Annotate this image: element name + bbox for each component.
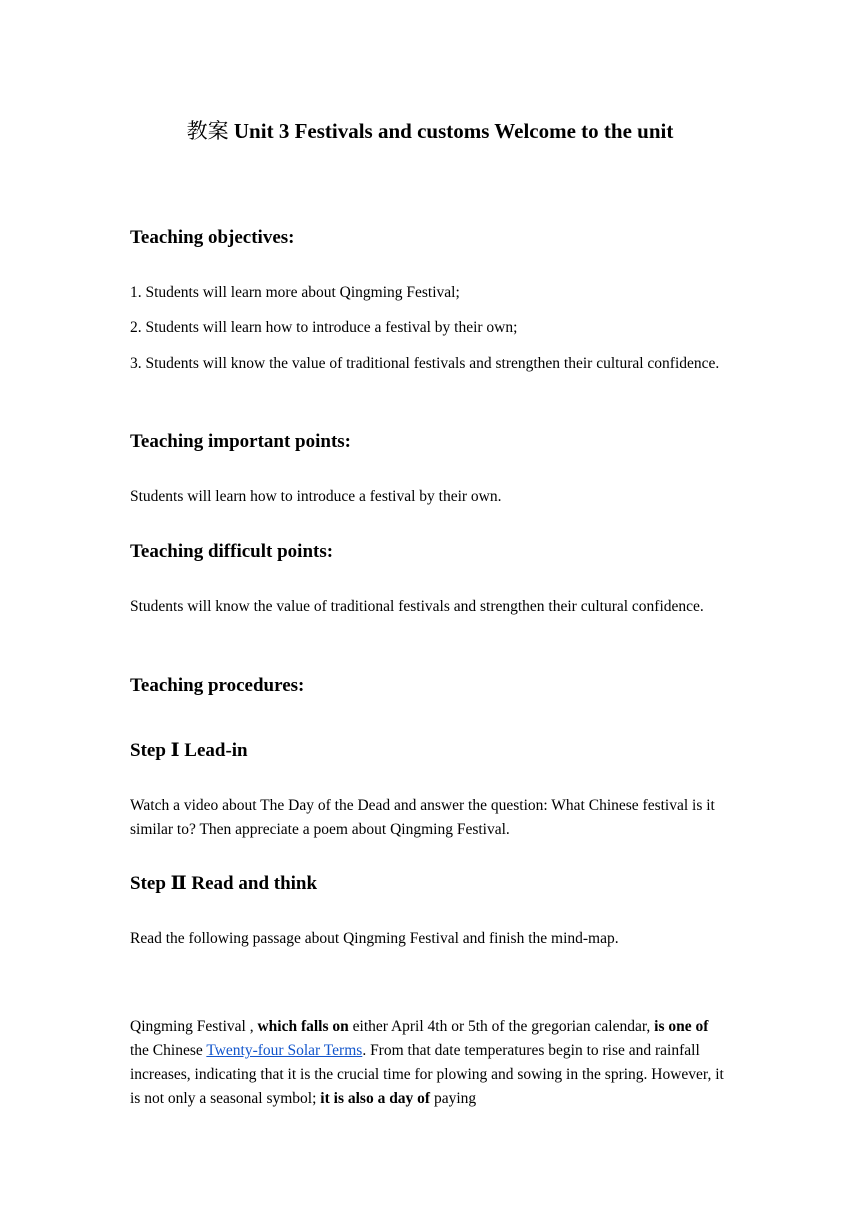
- passage-text-1: Qingming Festival ,: [130, 1018, 258, 1035]
- passage-paragraph: [130, 1015, 730, 1111]
- step2-text: Read the following passage about Qingming Festival and finish the mind-map.: [130, 930, 619, 947]
- passage-text-3: the Chinese: [130, 1042, 207, 1059]
- passage-text-5: paying: [430, 1090, 477, 1107]
- document-title: [130, 111, 730, 152]
- step1-heading: Step Ⅰ Lead-in: [130, 740, 248, 761]
- title-text: Unit 3 Festivals and customs Welcome to the unit: [233, 119, 674, 143]
- step1-text: Watch a video about The Day of the Dead and answer the question: What Chinese festival is it similar to? Then appreciate a poem about Qingming Festival.: [130, 797, 715, 838]
- important-points-text: Students will learn how to introduce a festival by their own.: [130, 488, 502, 505]
- passage-text-4: . From that date temperatures begin to rise and rainfall increases, indicating that it is the crucial time for plowing and sowing in the spring. However, it is not only a seasonal symbol;: [130, 1042, 724, 1107]
- title-cjk-prefix: 教案: [186, 119, 229, 143]
- important-points-heading: Teaching important points:: [130, 431, 351, 452]
- step2-heading: Step Ⅱ Read and think: [130, 873, 318, 894]
- objective-item-3: 3. Students will know the value of traditional festivals and strengthen their cultural confidence.: [130, 355, 720, 372]
- objective-item-2: 2. Students will learn how to introduce a festival by their own;: [130, 319, 518, 336]
- procedures-heading: Teaching procedures:: [130, 675, 305, 696]
- difficult-points-text: Students will know the value of traditional festivals and strengthen their cultural confidence.: [130, 598, 704, 615]
- objectives-heading: Teaching objectives:: [130, 227, 295, 248]
- objective-item-1: 1. Students will learn more about Qingming Festival;: [130, 284, 460, 301]
- passage-bold-3: it is also a day of: [320, 1090, 431, 1107]
- passage-bold-2: is one of: [654, 1018, 709, 1035]
- passage-bold-1: which falls on: [257, 1018, 349, 1035]
- passage-text-2: either April 4th or 5th of the gregorian calendar,: [348, 1018, 655, 1035]
- solar-terms-link[interactable]: Twenty-four Solar Terms: [206, 1042, 363, 1059]
- difficult-points-heading: Teaching difficult points:: [130, 541, 334, 562]
